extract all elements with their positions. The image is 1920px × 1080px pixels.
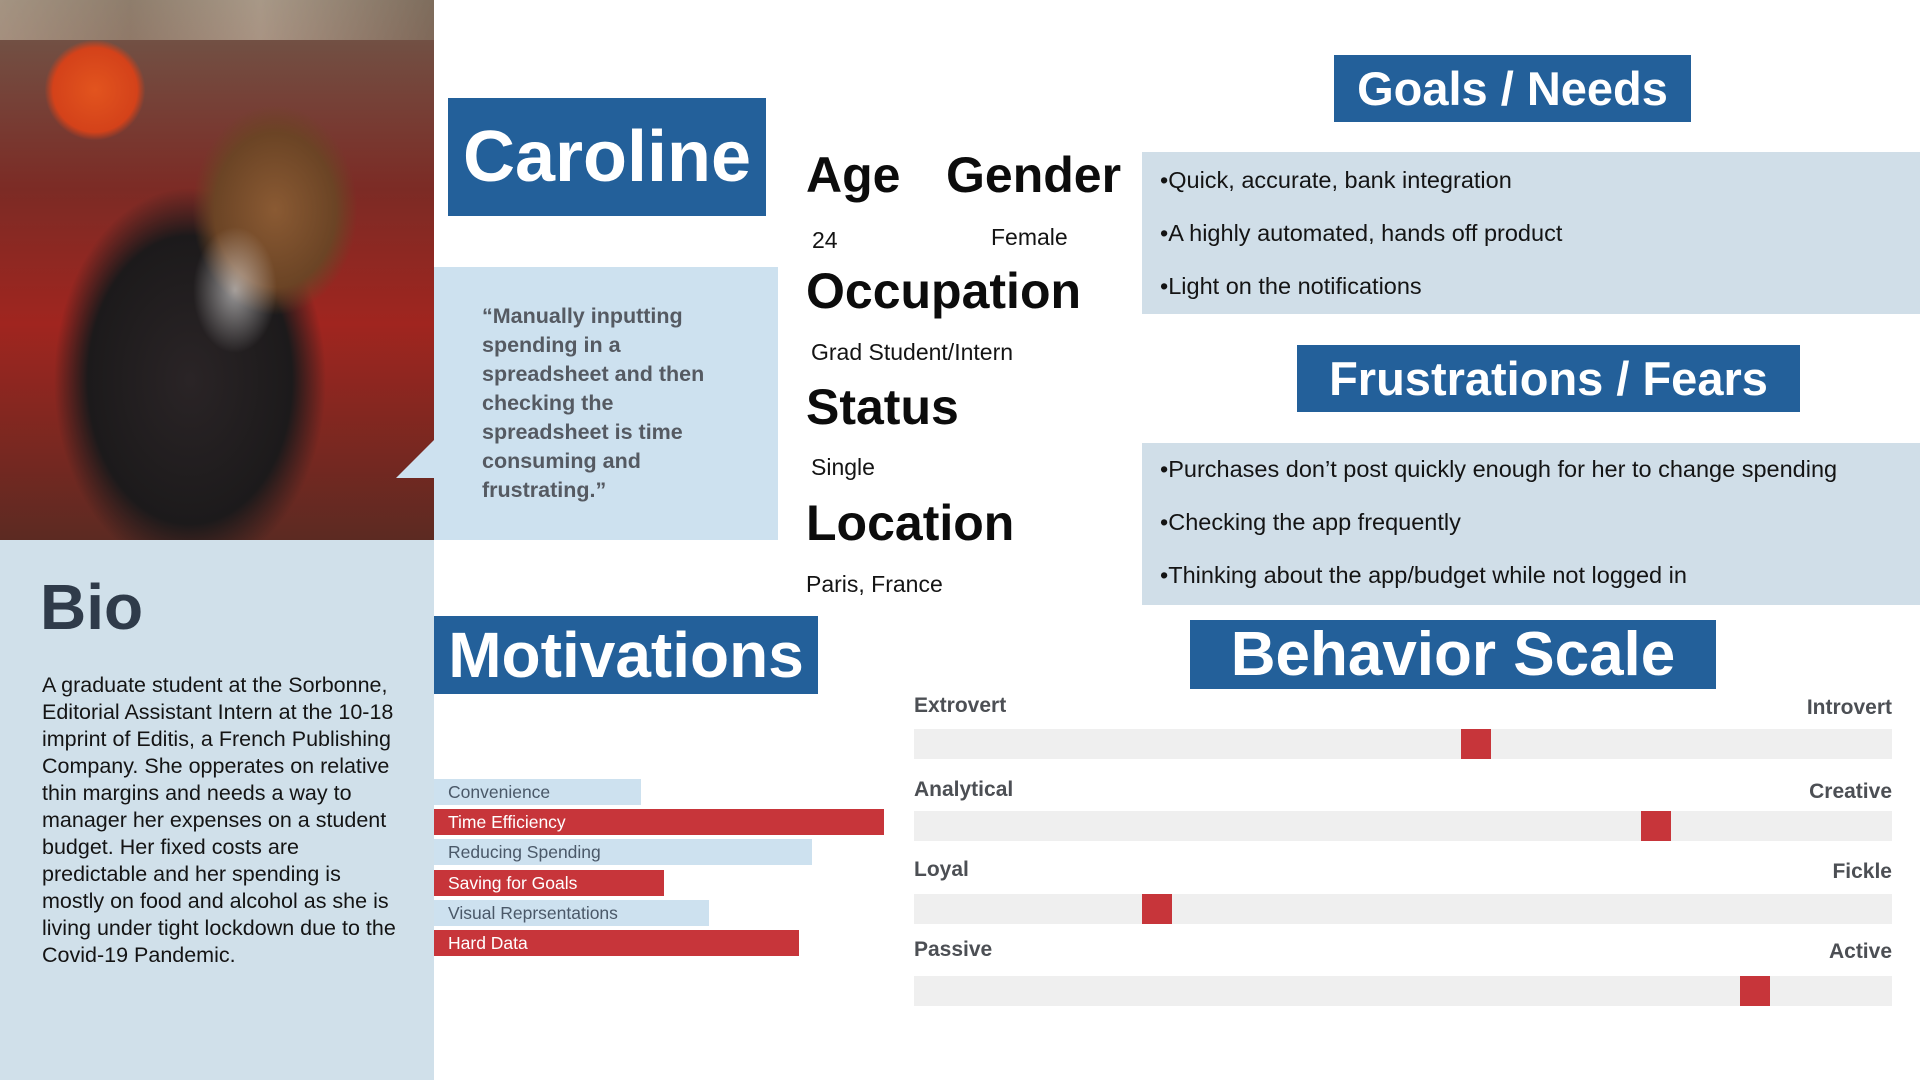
goal-item: •A highly automated, hands off product xyxy=(1160,220,1563,246)
motivation-bar xyxy=(434,900,709,926)
goal-item: •Light on the notifications xyxy=(1160,273,1422,299)
persona-quote: “Manually inputting spending in a spreadsheet and then checking the spreadsheet is time consuming and frustrating.” xyxy=(482,304,705,502)
motivation-label: Visual Reprsentations xyxy=(448,902,618,923)
motivation-label: Time Efficiency xyxy=(448,812,566,833)
behavior-left-label: Analytical xyxy=(914,778,1014,801)
frustration-item: •Checking the app frequently xyxy=(1160,509,1461,535)
behavior-marker xyxy=(1461,729,1491,759)
behavior-left-label: Extrovert xyxy=(914,694,1007,717)
status-value: Single xyxy=(811,454,875,480)
location-label: Location xyxy=(806,495,1015,551)
frustration-item: •Purchases don’t post quickly enough for her to change spending xyxy=(1160,456,1838,482)
behavior-right-label: Introvert xyxy=(1806,696,1892,719)
behavior-right-label: Active xyxy=(1828,940,1892,963)
quote-pointer xyxy=(396,440,434,478)
frustrations-title: Frustrations / Fears xyxy=(1329,352,1768,405)
bio-title: Bio xyxy=(40,571,144,643)
motivation-label: Hard Data xyxy=(448,933,528,953)
motivation-bar xyxy=(434,809,884,835)
motivation-bar xyxy=(434,870,664,896)
behavior-left-label: Passive xyxy=(914,938,993,961)
behavior-right-label: Fickle xyxy=(1832,860,1892,883)
behavior-track xyxy=(914,811,1892,841)
behavior-marker xyxy=(1641,811,1671,841)
goal-item: •Quick, accurate, bank integration xyxy=(1160,167,1512,193)
age-value: 24 xyxy=(812,227,838,253)
age-label: Age xyxy=(806,147,901,203)
motivation-bar xyxy=(434,930,799,956)
behavior-track xyxy=(914,894,1892,924)
location-value: Paris, France xyxy=(806,571,943,597)
behavior-title: Behavior Scale xyxy=(1230,620,1676,689)
behavior-track xyxy=(914,729,1892,759)
occupation-value: Grad Student/Intern xyxy=(811,339,1014,365)
status-label: Status xyxy=(806,379,959,435)
gender-value: Female xyxy=(991,224,1068,250)
frustration-item: •Thinking about the app/budget while not logged in xyxy=(1160,562,1687,588)
behavior-left-label: Loyal xyxy=(914,858,969,881)
behavior-marker xyxy=(1740,976,1770,1006)
gender-label: Gender xyxy=(946,147,1122,203)
motivation-bar xyxy=(434,779,641,805)
motivation-label: Convenience xyxy=(448,782,551,802)
goals-title: Goals / Needs xyxy=(1357,62,1668,115)
motivation-label: Reducing Spending xyxy=(448,842,601,863)
persona-photo xyxy=(0,0,434,540)
persona-name: Caroline xyxy=(462,117,752,197)
photo-background-light xyxy=(0,0,434,40)
motivation-bar xyxy=(434,839,812,865)
motivations-title: Motivations xyxy=(448,619,804,691)
motivation-label: Saving for Goals xyxy=(448,872,578,893)
occupation-label: Occupation xyxy=(806,263,1082,319)
behavior-marker xyxy=(1142,894,1172,924)
bio-text: A graduate student at the Sorbonne, Editorial Assistant Intern at the 10-18 imprint of Editis, a French Publishing Company. She opperates on relative thin margins and needs a way to manager her expenses on a student budget. Her fixed costs are predictable and her spending is mostly on food and alcohol as she is living under tight lockdown due to the Covid-19 Pandemic. xyxy=(42,673,396,967)
behavior-right-label: Creative xyxy=(1809,780,1892,803)
